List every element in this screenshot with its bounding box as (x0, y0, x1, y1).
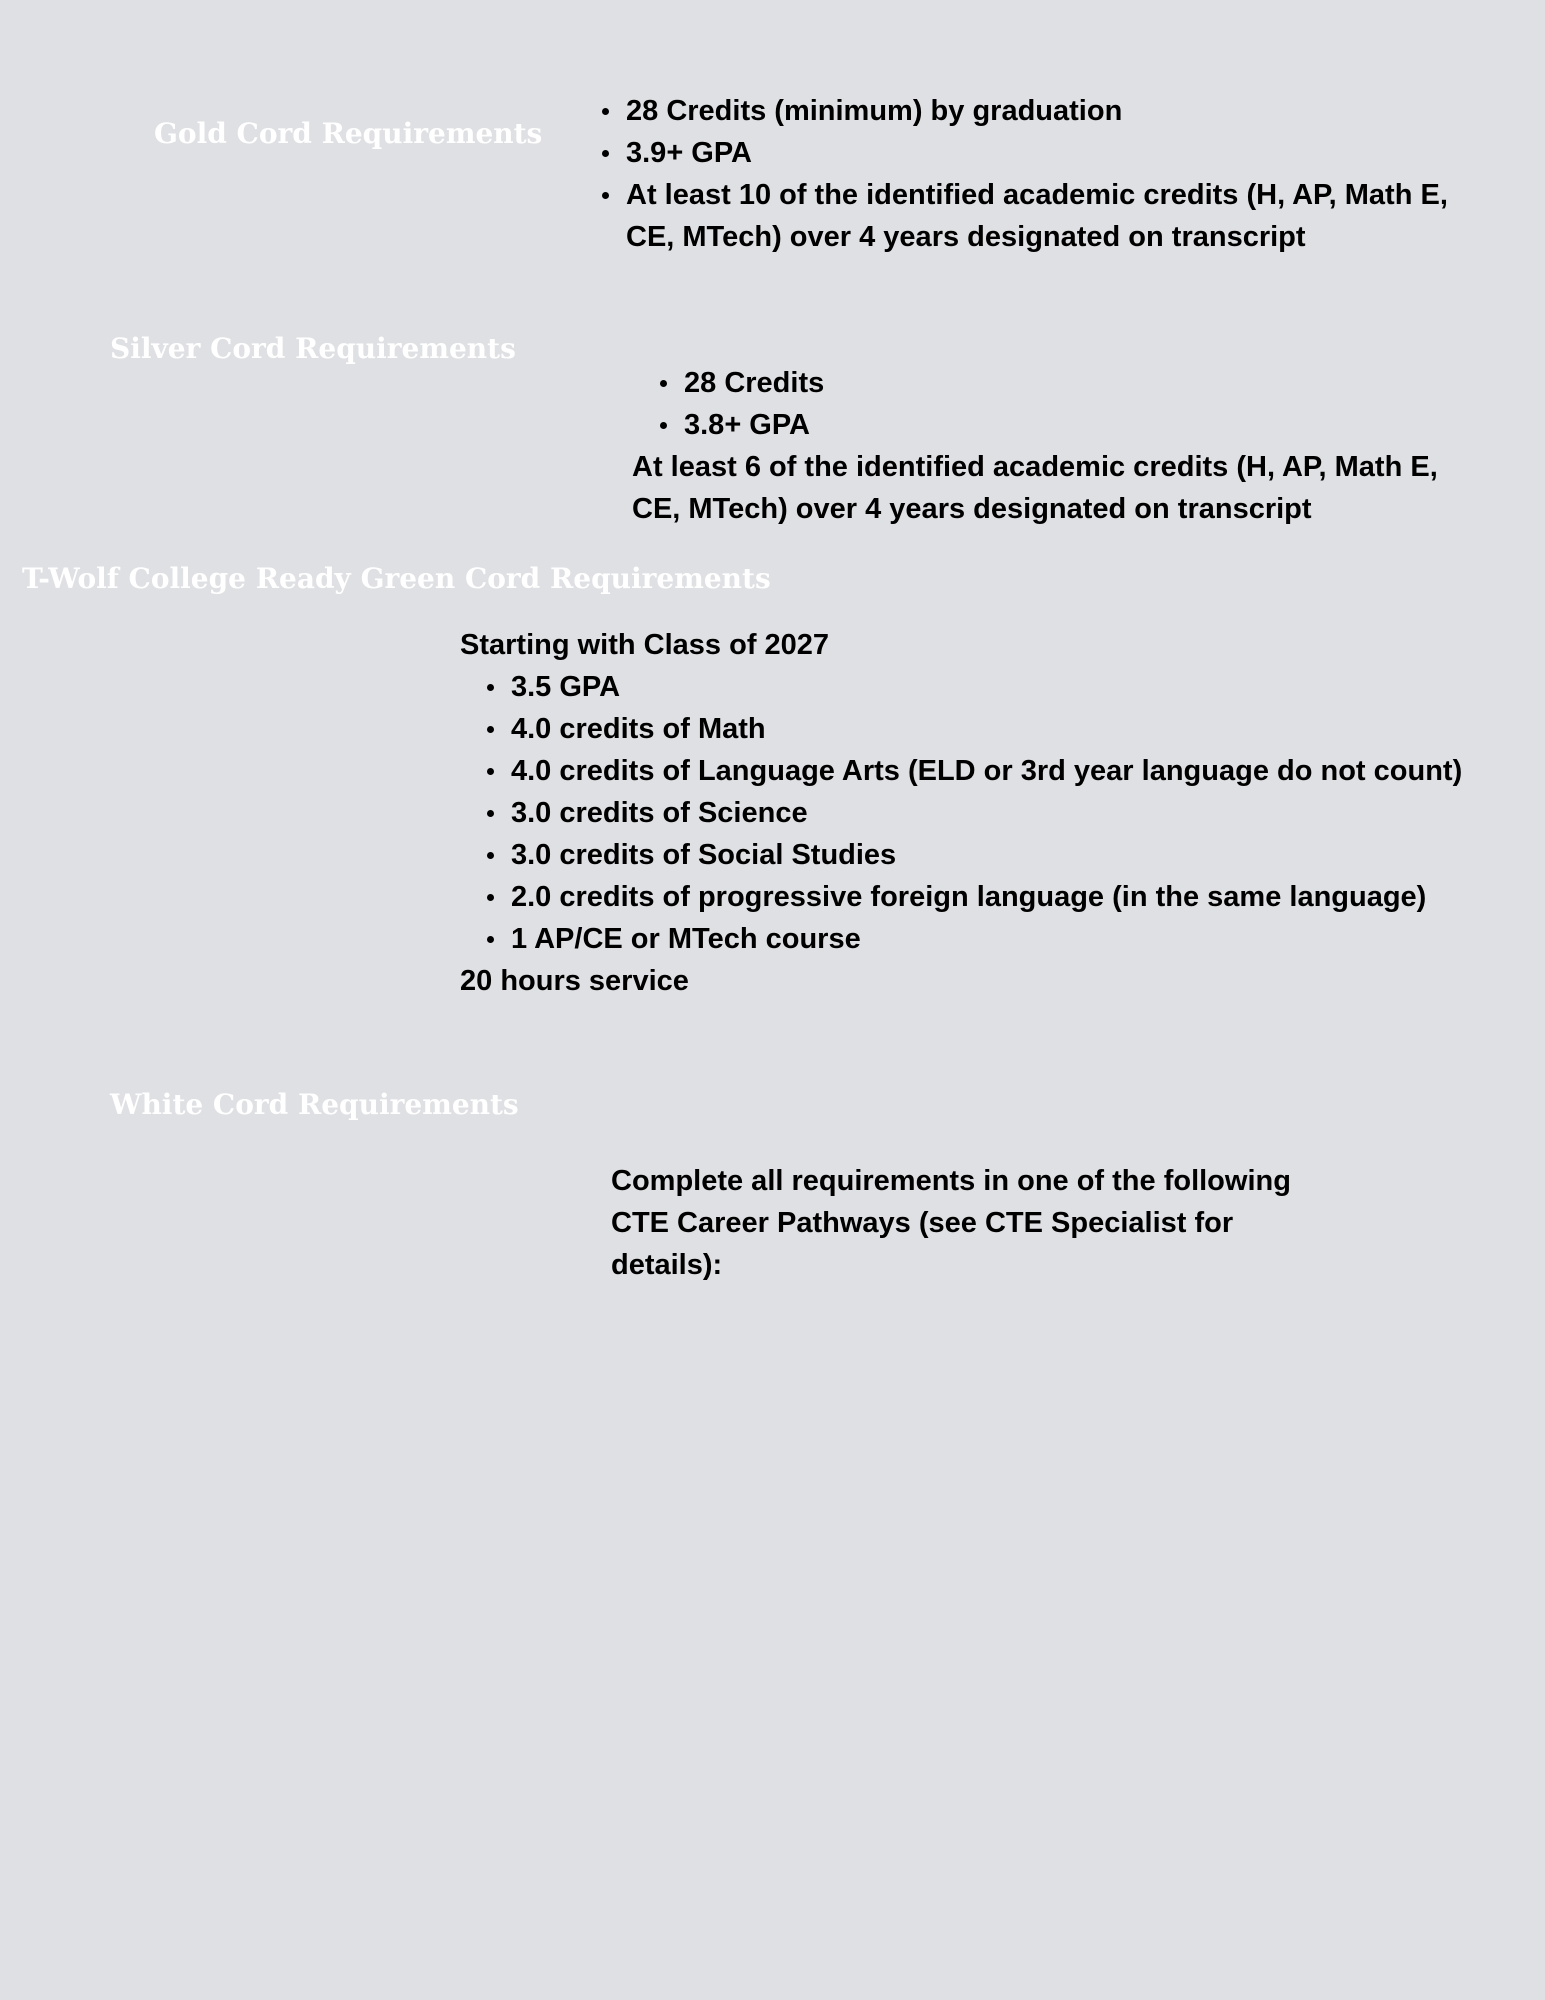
green-cord-intro: Starting with Class of 2027 (460, 629, 830, 661)
gold-cord-requirements (596, 90, 1476, 258)
silver-cord-note: At least 6 of the identified academic credits (H, AP, Math E, CE, MTech) over 4 years designated on transcript (632, 451, 1438, 525)
white-cord-requirements (611, 1160, 1341, 1286)
list-item: 3.5 GPA (511, 666, 1530, 708)
green-cord-footer: 20 hours service (460, 965, 689, 997)
list-item: 3.0 credits of Social Studies (511, 834, 1530, 876)
list-item: 4.0 credits of Language Arts (ELD or 3rd year language do not count) (511, 750, 1530, 792)
gold-cord-heading: Gold Cord Requirements (154, 117, 543, 150)
green-cord-list (460, 666, 1530, 960)
list-item: 28 Credits (684, 362, 1512, 404)
white-cord-text: Complete all requirements in one of the following CTE Career Pathways (see CTE Specialist for details): (611, 1165, 1291, 1281)
white-cord-heading: White Cord Requirements (110, 1088, 519, 1121)
list-item: 4.0 credits of Math (511, 708, 1530, 750)
list-item: 28 Credits (minimum) by graduation (626, 90, 1476, 132)
list-item: 1 AP/CE or MTech course (511, 918, 1530, 960)
list-item: 2.0 credits of progressive foreign language (in the same language) (511, 876, 1530, 918)
silver-cord-requirements (632, 362, 1512, 530)
green-cord-requirements (460, 624, 1530, 1002)
list-item: 3.9+ GPA (626, 132, 1476, 174)
list-item: 3.0 credits of Science (511, 792, 1530, 834)
green-cord-heading: T-Wolf College Ready Green Cord Requirements (22, 562, 771, 595)
list-item: At least 10 of the identified academic credits (H, AP, Math E, CE, MTech) over 4 years designated on transcript (626, 174, 1476, 258)
gold-cord-list (596, 90, 1476, 258)
list-item: 3.8+ GPA (684, 404, 1512, 446)
silver-cord-list (632, 362, 1512, 446)
silver-cord-heading: Silver Cord Requirements (110, 332, 516, 365)
